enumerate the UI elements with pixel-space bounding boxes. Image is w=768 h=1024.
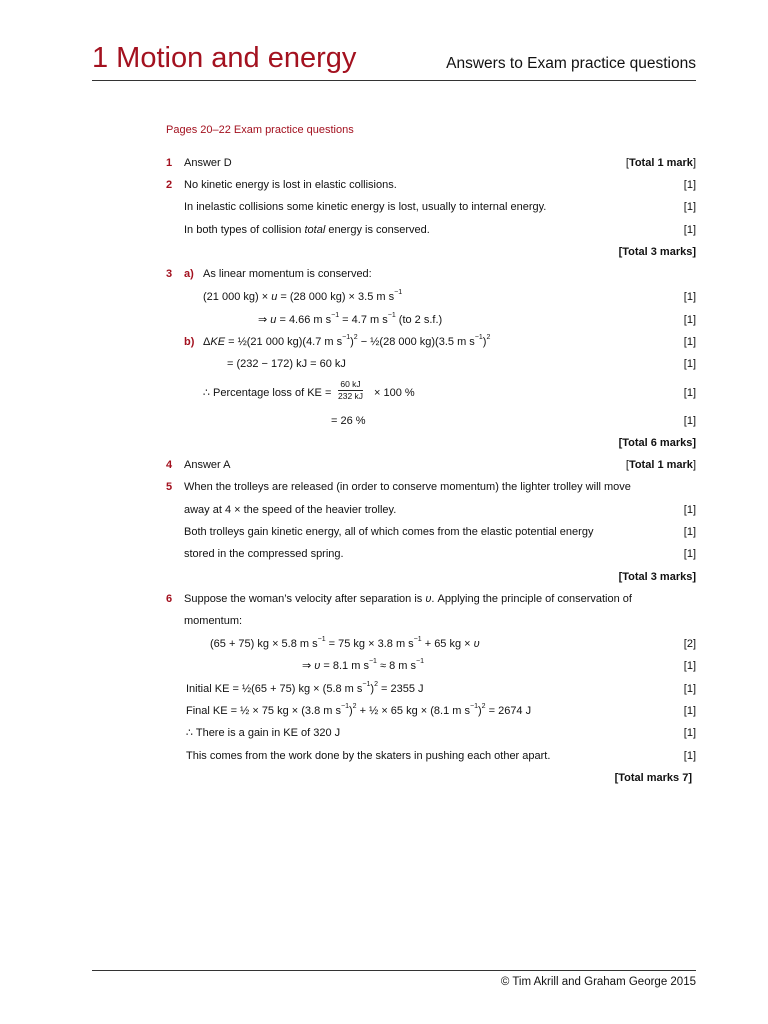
q3a-label: a) [184,268,194,280]
q2-mark-3: [1] [683,224,696,236]
q3b-line-3: ∴ Percentage loss of KE = [203,387,332,399]
q3-total: [Total 6 marks] [618,437,696,449]
q6-row-6 [0,703,768,719]
q2-mark-1: [1] [683,179,696,191]
q5-row-3 [0,524,768,540]
q3b-mark-4: [1] [683,415,696,427]
q3b-label: b) [184,336,195,348]
q4-number: 4 [166,459,173,471]
q2-number: 2 [166,179,173,191]
q6-mark-4: [1] [683,705,696,717]
q3-row-3 [0,312,768,328]
q5-total: [Total 3 marks] [618,571,696,583]
q6-row-2 [0,613,768,629]
q3b-mark-3: [1] [683,387,696,399]
q3-row-7 [0,413,768,429]
q4-mark: [Total 1 mark] [625,459,696,471]
fraction-numerator: 60 kJ [338,379,363,391]
footer-divider [92,970,696,971]
q2-line-1: No kinetic energy is lost in elastic collisions. [184,179,397,191]
q6-total-row [0,770,768,786]
q5-line-3: Both trolleys gain kinetic energy, all of which comes from the elastic potential energy [184,526,594,538]
q6-total: [Total marks 7] [614,772,692,784]
q6-mark-5: [1] [683,727,696,739]
q2-row-1 [0,177,768,193]
q6-line-7: ∴ There is a gain in KE of 320 J [186,727,341,739]
q5-mark-1: [1] [683,504,696,516]
q5-line-2: away at 4 × the speed of the heavier trolley. [184,504,397,516]
q3a-line-1: As linear momentum is conserved: [203,268,372,280]
q3b-mark-1: [1] [683,336,696,348]
q1-row [0,155,768,171]
q5-mark-3: [1] [683,548,696,560]
q1-text: Answer D [184,157,232,169]
q4-text: Answer A [184,459,231,471]
q3b-fraction [338,379,363,402]
q5-row-4 [0,546,768,562]
page-subtitle: Answers to Exam practice questions [446,55,696,72]
q6-line-1: Suppose the woman’s velocity after separation is υ. Applying the principle of conservation of [184,593,632,605]
q6-row-1 [0,591,768,607]
q3-total-row [0,435,768,451]
q6-number: 6 [166,593,173,605]
q3-row-2 [0,289,768,305]
q2-total: [Total 3 marks] [618,246,696,258]
section-title: Pages 20–22 Exam practice questions [166,124,354,136]
q3a-mark-2: [1] [683,314,696,326]
q6-mark-3: [1] [683,683,696,695]
q5-row-1 [0,479,768,495]
q3a-line-3: ⇒ u = 4.66 m $s^{-1} = 4.7$ m $s^{-1}$ (to 2 s.f.) [258,312,443,326]
fraction-denominator: 232 kJ [338,391,364,401]
q3b-line-4: = 26 % [331,415,366,427]
header-divider [92,80,696,81]
q1-number: 1 [166,157,173,169]
q6-line-4: ⇒ υ = 8.1 m $s^{-1} \approx 8$ m $s^{-1}$ [302,658,424,672]
q3b-line-2: = (232 − 172) kJ = 60 kJ [227,358,346,370]
q3-number: 3 [166,268,173,280]
q6-line-3: (65 + 75) kg × 5.8 m $s^{-1} = 75$ kg × 3.8 m $s^{-1} + 65$ kg × υ [210,636,480,650]
q2-total-row [0,244,768,260]
q6-row-5 [0,681,768,697]
q6-line-2: momentum: [184,615,243,627]
q3-row-1 [0,266,768,282]
q2-mark-2: [1] [683,201,696,213]
q5-mark-2: [1] [683,526,696,538]
q6-row-7 [0,725,768,741]
q5-line-1: When the trolleys are released (in order to conserve momentum) the lighter trolley will move [184,481,631,493]
q2-line-3: In both types of collision total energy is conserved. [184,224,430,236]
q3a-mark-1: [1] [683,291,696,303]
q5-number: 5 [166,481,173,493]
q4-row [0,457,768,473]
q5-row-2 [0,502,768,518]
q6-mark-6: [1] [683,750,696,762]
q5-total-row [0,569,768,585]
q6-line-6: Final KE = ½ × 75 kg × (3.8 m $s^{-1})^2$ + ½ × 65 kg × (8.1 m $s^{-1})^2 = 2674$ J [186,703,532,717]
q5-line-4: stored in the compressed spring. [184,548,344,560]
q3-row-4 [0,334,768,350]
q3b-mark-2: [1] [683,358,696,370]
q2-line-2: In inelastic collisions some kinetic energy is lost, usually to internal energy. [184,201,547,213]
page-title: 1 Motion and energy [92,42,357,74]
q3b-line-3-end: × 100 % [374,387,415,399]
q6-line-5: Initial KE = ½(65 + 75) kg × (5.8 m $s^{-1})^2 = 2355$ J [186,681,424,695]
q6-mark-1: [2] [683,638,696,650]
q6-mark-2: [1] [683,660,696,672]
q3b-line-1: ΔKE = ½(21 000 kg)(4.7 m $s^{-1})^2$ − ½(28 000 kg)(3.5 m $s^{-1})^2$ [203,334,491,348]
q2-row-2 [0,199,768,215]
q2-row-3 [0,222,768,238]
q1-mark: [Total 1 mark] [625,157,696,169]
q3-row-6 [0,379,768,401]
q3-row-5 [0,356,768,372]
q6-row-4 [0,658,768,674]
q6-row-3 [0,636,768,652]
copyright-footer: © Tim Akrill and Graham George 2015 [500,976,696,988]
q6-row-8 [0,748,768,764]
q3a-line-2: (21 000 kg) × u = (28 000 kg) × 3.5 m $s^{-1}$ [203,289,403,303]
q6-line-8: This comes from the work done by the skaters in pushing each other apart. [186,750,551,762]
